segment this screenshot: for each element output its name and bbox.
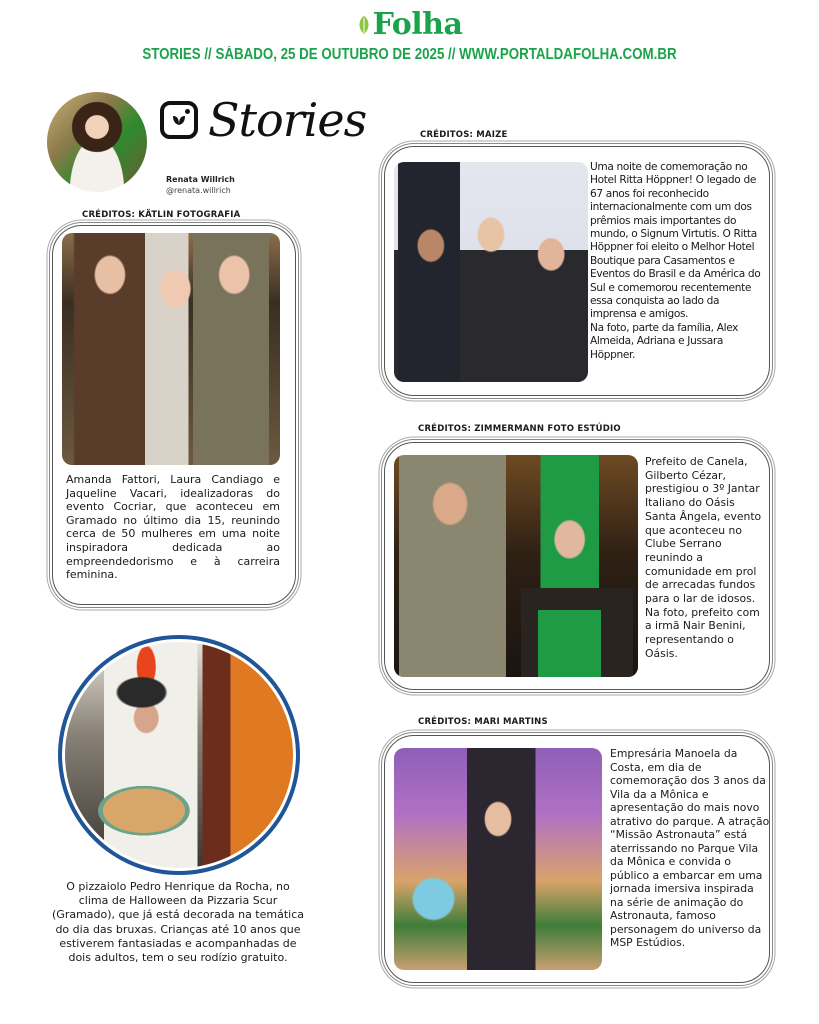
section-title-text: Stories (208, 93, 367, 147)
story-caption: O pizzaiolo Pedro Henrique da Rocha, no clima de Halloween da Pizzaria Scur (Gramado), que já está decorada na temática do dia das bruxas. Crianças até 10 anos que estiverem fantasiadas e acompanhadas de dois adultos, tem o seu rodízio gratuito. (52, 880, 305, 965)
story-photo[interactable] (394, 455, 638, 677)
story-caption: Amanda Fattori, Laura Candiago e Jaqueline Vacari, idealizadoras do evento Cocriar, que aconteceu em Gramado no último dia 15, reunindo cerca de 50 mulheres em uma noite inspiradora dedicada ao empreendedorismo e à carreira feminina. (66, 473, 280, 582)
story-photo[interactable] (62, 233, 280, 465)
photo-credit: CRÉDITOS: MAIZE (420, 130, 508, 140)
logo-text: Folha (372, 7, 463, 42)
story-photo[interactable] (394, 748, 602, 970)
story-caption-block (590, 161, 766, 362)
author-handle[interactable]: @renata.willrich (166, 186, 231, 195)
instagram-icon (160, 101, 198, 139)
author-avatar (47, 92, 147, 192)
leaf-icon (172, 114, 186, 126)
story-caption-photo-note: Na foto, parte da família, Alex Almeida, Adriana e Jussara Höppner. (590, 321, 739, 361)
photo-detail (538, 610, 601, 677)
story-photo-circular[interactable] (58, 635, 300, 875)
story-photo[interactable] (394, 162, 588, 382)
leaf-icon (357, 15, 371, 35)
story-caption: Empresária Manoela da Costa, em dia de comemoração dos 3 anos da Vila da a Mônica e apresentação do mais novo atrativo do parque. A atração “Missão Astronauta” está aterrissando no Parque Vila da Mônica e convida o público a embarcar em uma jornada imersiva inspirada na série de animação do Astronauta, famoso personagem do universo da MSP Estúdios. (610, 747, 770, 949)
author-name: Renata Willrich (166, 175, 235, 184)
dateline: STORIES // SÁBADO, 25 DE OUTUBRO DE 2025 // WWW.PORTALDAFOLHA.COM.BR (142, 46, 677, 63)
stories-section-title (160, 94, 366, 146)
photo-credit: CRÉDITOS: KÄTLIN FOTOGRAFIA (82, 210, 241, 220)
photo-detail (399, 539, 506, 677)
folha-logo[interactable] (357, 8, 463, 42)
story-caption: Uma noite de comemoração no Hotel Ritta Höppner! O legado de 67 anos foi reconhecido internacionalmente com um dos prêmios mais importantes do mundo, o Signum Virtutis. O Ritta Höppner foi eleito o Melhor Hotel Boutique para Casamentos e Eventos do Brasil e da América do Sul e comemorou recentemente essa conquista ao lado da imprensa e amigos. (590, 161, 761, 321)
photo-credit: CRÉDITOS: MARI MARTINS (418, 717, 548, 727)
logo-container (0, 8, 819, 42)
story-caption: Prefeito de Canela, Gilberto Cézar, prestigiou o 3º Jantar Italiano do Oásis Santa Ângela, evento que aconteceu no Clube Serrano reunindo a comunidade em prol de arrecadas fundos para o lar de idosos. Na foto, prefeito com a irmã Nair Benini, representando o Oásis. (645, 455, 762, 660)
photo-credit: CRÉDITOS: ZIMMERMANN FOTO ESTÚDIO (418, 424, 621, 434)
